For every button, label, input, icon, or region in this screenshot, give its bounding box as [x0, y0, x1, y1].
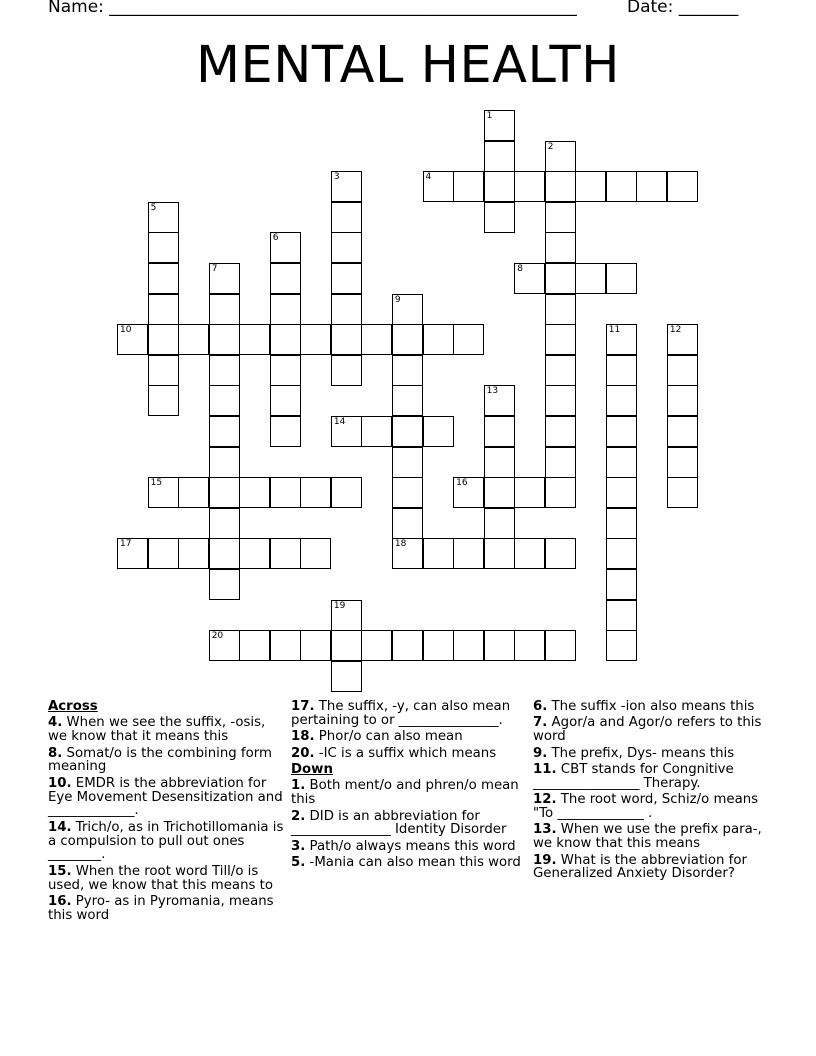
grid-cell[interactable] [239, 538, 270, 569]
grid-cell[interactable] [392, 630, 423, 661]
grid-cell[interactable] [178, 477, 209, 508]
grid-cell[interactable] [361, 630, 392, 661]
grid-cell[interactable] [270, 477, 301, 508]
grid-cell[interactable] [484, 416, 515, 447]
grid-cell[interactable] [300, 630, 331, 661]
grid-cell[interactable] [606, 477, 637, 508]
grid-cell[interactable] [545, 447, 576, 478]
grid-cell[interactable] [667, 324, 698, 355]
cell-number: 9 [394, 294, 401, 305]
grid-cell[interactable] [514, 630, 545, 661]
clue-across-4: 4. When we see the suffix, -osis, we know that it means this [48, 715, 266, 745]
grid-cell[interactable] [484, 110, 515, 141]
grid-cell[interactable] [545, 324, 576, 355]
grid-cell[interactable] [423, 171, 454, 202]
clue-down-12: 12. The root word, Schiz/o means "To _____________ . [533, 792, 759, 821]
grid-cell[interactable] [239, 630, 270, 661]
grid-cell[interactable] [209, 416, 240, 447]
grid-cell[interactable] [361, 416, 392, 447]
cell-number: 18 [394, 539, 407, 550]
grid-cell[interactable] [270, 355, 301, 386]
clues-column-2 [291, 700, 531, 873]
clue-across-17: 17. The suffix, -y, can also mean pertaining to or _______________. [291, 699, 511, 728]
grid-cell[interactable] [148, 294, 179, 325]
grid-cell[interactable] [331, 477, 362, 508]
grid-cell[interactable] [392, 477, 423, 508]
grid-cell[interactable] [453, 171, 484, 202]
grid-cell[interactable] [331, 232, 362, 263]
puzzle-title: MENTAL HEALTH [196, 36, 620, 95]
grid-cell[interactable] [667, 477, 698, 508]
grid-cell[interactable] [270, 416, 301, 447]
clue-across-16: 16. Pyro- as in Pyromania, means this word [48, 893, 274, 923]
date-field-label: Date: _______ [627, 0, 739, 17]
grid-cell[interactable] [331, 416, 362, 447]
cell-number: 16 [456, 478, 468, 489]
grid-cell[interactable] [545, 232, 576, 263]
grid-cell[interactable] [606, 600, 637, 631]
grid-cell[interactable] [392, 447, 423, 478]
grid-cell[interactable] [392, 416, 423, 447]
name-field-label: Name: _______________________________________________________ [48, 0, 577, 17]
grid-cell[interactable] [484, 202, 515, 233]
grid-cell[interactable] [606, 447, 637, 478]
clue-across-15: 15. When the root word Till/o is used, we know that this means to [48, 863, 274, 893]
clue-down-2: 2. DID is an abbreviation for _______________ Identity Disorder [291, 808, 507, 838]
grid-cell[interactable] [484, 385, 515, 416]
grid-cell[interactable] [545, 630, 576, 661]
grid-cell[interactable] [392, 508, 423, 539]
grid-cell[interactable] [545, 294, 576, 325]
grid-cell[interactable] [392, 294, 423, 325]
cell-number: 12 [669, 325, 682, 336]
grid-cell[interactable] [331, 355, 362, 386]
grid-cell[interactable] [545, 538, 576, 569]
clue-across-10: 10. EMDR is the abbreviation for Eye Movement Desensitization and _____________. [48, 775, 283, 819]
grid-cell[interactable] [545, 355, 576, 386]
grid-cell[interactable] [545, 171, 576, 202]
clue-across-18: 18. Phor/o can also mean [291, 729, 463, 745]
grid-cell[interactable] [148, 477, 179, 508]
cell-number: 13 [486, 386, 499, 397]
grid-cell[interactable] [148, 202, 179, 233]
grid-cell[interactable] [209, 569, 240, 600]
grid-cell[interactable] [606, 324, 637, 355]
grid-cell[interactable] [361, 324, 392, 355]
grid-cell[interactable] [148, 324, 179, 355]
grid-cell[interactable] [209, 263, 240, 294]
grid-cell[interactable] [148, 263, 179, 294]
clue-down-5: 5. -Mania can also mean this word [291, 855, 521, 871]
grid-cell[interactable] [392, 355, 423, 386]
grid-cell[interactable] [239, 324, 270, 355]
grid-cell[interactable] [270, 294, 301, 325]
grid-cell[interactable] [514, 538, 545, 569]
cell-number: 1 [486, 111, 493, 121]
grid-cell[interactable] [545, 263, 576, 294]
grid-cell[interactable] [484, 447, 515, 478]
grid-cell[interactable] [209, 324, 240, 355]
clues-column-1 [48, 700, 288, 925]
clue-down-11: 11. CBT stands for Congnitive ________________ Therapy. [533, 761, 734, 791]
grid-cell[interactable] [545, 385, 576, 416]
grid-cell[interactable] [270, 385, 301, 416]
grid-cell[interactable] [484, 630, 515, 661]
grid-cell[interactable] [148, 232, 179, 263]
cell-number: 15 [150, 478, 163, 489]
grid-cell[interactable] [148, 355, 179, 386]
grid-cell[interactable] [117, 538, 148, 569]
grid-cell[interactable] [270, 630, 301, 661]
cell-number: 6 [272, 233, 279, 244]
grid-cell[interactable] [270, 538, 301, 569]
grid-cell[interactable] [484, 508, 515, 539]
grid-cell[interactable] [331, 202, 362, 233]
grid-cell[interactable] [423, 538, 454, 569]
clue-across-20: 20. -IC is a suffix which means [291, 745, 497, 761]
grid-cell[interactable] [667, 171, 698, 202]
grid-cell[interactable] [667, 447, 698, 478]
clue-down-3: 3. Path/o always means this word [291, 838, 516, 854]
grid-cell[interactable] [270, 263, 301, 294]
cell-number: 10 [120, 325, 132, 336]
grid-cell[interactable] [484, 477, 515, 508]
grid-cell[interactable] [392, 324, 423, 355]
grid-cell[interactable] [484, 141, 515, 172]
cell-number: 2 [547, 141, 554, 152]
cell-number: 17 [120, 539, 132, 550]
grid-cell[interactable] [209, 630, 240, 661]
grid-cell[interactable] [239, 477, 270, 508]
grid-cell[interactable] [423, 416, 454, 447]
clue-across-14: 14. Trich/o, as in Trichotillomania is a compulsion to pull out ones ________. [48, 819, 284, 863]
grid-cell[interactable] [514, 263, 545, 294]
grid-cell[interactable] [606, 538, 637, 569]
clue-down-9: 9. The prefix, Dys- means this [533, 745, 735, 761]
grid-cell[interactable] [209, 538, 240, 569]
grid-cell[interactable] [545, 477, 576, 508]
grid-cell[interactable] [453, 538, 484, 569]
grid-cell[interactable] [514, 477, 545, 508]
clue-across-8: 8. Somat/o is the combining form meaning [48, 745, 272, 775]
grid-cell[interactable] [300, 324, 331, 355]
grid-cell[interactable] [270, 232, 301, 263]
grid-cell[interactable] [575, 263, 606, 294]
grid-cell[interactable] [117, 324, 148, 355]
grid-cell[interactable] [606, 263, 637, 294]
grid-cell[interactable] [209, 294, 240, 325]
cell-number: 14 [333, 417, 346, 427]
across-heading: Across [48, 699, 98, 714]
grid-cell[interactable] [209, 355, 240, 386]
grid-cell[interactable] [453, 324, 484, 355]
grid-cell[interactable] [606, 508, 637, 539]
grid-cell[interactable] [423, 324, 454, 355]
grid-cell[interactable] [484, 538, 515, 569]
grid-cell[interactable] [209, 447, 240, 478]
grid-cell[interactable] [606, 569, 637, 600]
cell-number: 11 [608, 325, 621, 336]
grid-cell[interactable] [331, 171, 362, 202]
grid-cell[interactable] [453, 630, 484, 661]
cell-number: 3 [333, 172, 340, 183]
grid-cell[interactable] [331, 294, 362, 325]
grid-cell[interactable] [331, 600, 362, 631]
grid-cell[interactable] [178, 538, 209, 569]
grid-cell[interactable] [392, 538, 423, 569]
down-heading: Down [291, 761, 333, 777]
cell-number: 5 [150, 202, 157, 213]
grid-cell[interactable] [606, 416, 637, 447]
clue-down-1: 1. Both ment/o and phren/o mean this [291, 778, 519, 808]
grid-cell[interactable] [392, 385, 423, 416]
grid-cell[interactable] [209, 508, 240, 539]
grid-cell[interactable] [270, 324, 301, 355]
grid-cell[interactable] [453, 477, 484, 508]
grid-cell[interactable] [331, 263, 362, 294]
grid-cell[interactable] [636, 171, 667, 202]
cell-number: 8 [517, 264, 523, 274]
cell-number: 7 [211, 264, 218, 274]
grid-cell[interactable] [606, 385, 637, 416]
grid-cell[interactable] [209, 477, 240, 508]
grid-cell[interactable] [575, 171, 606, 202]
grid-cell[interactable] [667, 416, 698, 447]
grid-cell[interactable] [423, 630, 454, 661]
grid-cell[interactable] [300, 538, 331, 569]
grid-cell[interactable] [331, 661, 362, 692]
grid-cell[interactable] [545, 202, 576, 233]
grid-cell[interactable] [331, 630, 362, 661]
grid-cell[interactable] [331, 324, 362, 355]
clues-column-3 [533, 700, 773, 884]
grid-cell[interactable] [545, 141, 576, 172]
grid-cell[interactable] [148, 385, 179, 416]
clue-down-19: 19. What is the abbreviation for Generalized Anxiety Disorder? [533, 852, 747, 882]
grid-cell[interactable] [667, 355, 698, 386]
cell-number: 20 [211, 631, 224, 642]
grid-cell[interactable] [606, 630, 637, 661]
grid-cell[interactable] [178, 324, 209, 355]
cell-number: 19 [333, 600, 346, 611]
grid-cell[interactable] [606, 355, 637, 386]
grid-cell[interactable] [300, 477, 331, 508]
cell-number: 4 [425, 172, 432, 183]
grid-cell[interactable] [545, 416, 576, 447]
grid-cell[interactable] [606, 171, 637, 202]
grid-cell[interactable] [484, 171, 515, 202]
clue-down-6: 6. The suffix -ion also means this [533, 699, 755, 714]
grid-cell[interactable] [148, 538, 179, 569]
grid-cell[interactable] [209, 385, 240, 416]
grid-cell[interactable] [514, 171, 545, 202]
grid-cell[interactable] [667, 385, 698, 416]
clue-down-13: 13. When we use the prefix para-, we know that this means [533, 822, 762, 852]
clue-down-7: 7. Agor/a and Agor/o refers to this word [533, 715, 762, 745]
